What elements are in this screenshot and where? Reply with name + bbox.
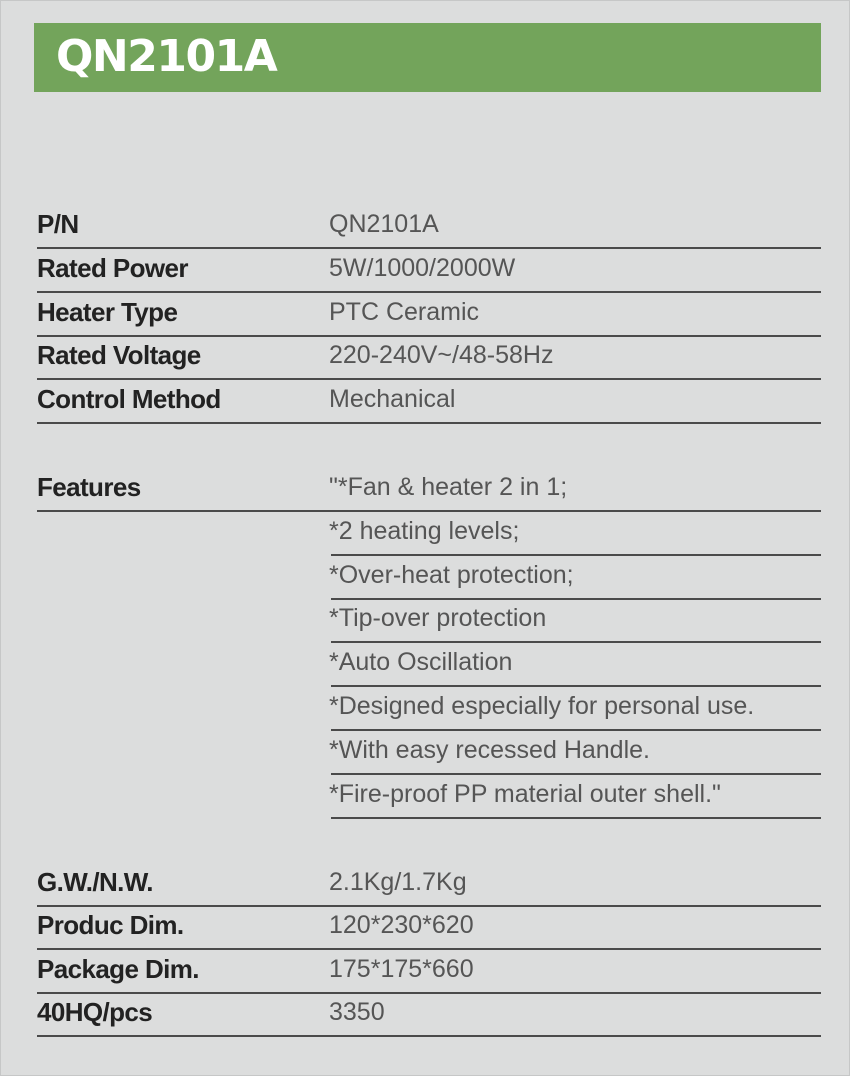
features-row — [37, 470, 821, 504]
spec-label: P/N — [37, 209, 79, 239]
row-divider — [37, 510, 821, 512]
row-divider — [37, 992, 821, 994]
spec-row-rated-power — [37, 251, 821, 285]
spec-value: 175*175*660 — [329, 955, 474, 983]
spec-row-container-qty — [37, 995, 821, 1029]
spec-value: 5W/1000/2000W — [329, 254, 516, 282]
feature-row — [331, 645, 821, 679]
features-label: Features — [37, 472, 141, 502]
spec-row-product-dim — [37, 908, 821, 942]
spec-row-weight — [37, 865, 821, 899]
spec-value: 3350 — [329, 998, 385, 1026]
row-divider — [37, 335, 821, 337]
feature-row — [331, 733, 821, 767]
spec-value: PTC Ceramic — [329, 298, 480, 326]
spec-label: Control Method — [37, 384, 221, 414]
row-divider — [331, 685, 821, 687]
feature-row — [331, 601, 821, 635]
spec-value: 220-240V~/48-58Hz — [329, 341, 554, 369]
feature-item: *Over-heat protection; — [329, 561, 574, 589]
row-divider — [331, 641, 821, 643]
row-divider — [331, 773, 821, 775]
row-divider — [37, 378, 821, 380]
row-divider — [37, 422, 821, 424]
row-divider — [331, 554, 821, 556]
row-divider — [331, 729, 821, 731]
feature-row — [331, 558, 821, 592]
spec-row-heater-type — [37, 295, 821, 329]
feature-item: *With easy recessed Handle. — [329, 736, 650, 764]
feature-item: *Tip-over protection — [329, 604, 547, 632]
feature-row — [331, 777, 821, 811]
spec-row-rated-voltage — [37, 338, 821, 372]
spec-label: Rated Power — [37, 253, 188, 283]
spec-row-control-method — [37, 382, 821, 416]
spec-value: Mechanical — [329, 385, 456, 413]
row-divider — [331, 817, 821, 819]
row-divider — [331, 598, 821, 600]
spec-label: Produc Dim. — [37, 910, 184, 940]
spec-label: Package Dim. — [37, 954, 199, 984]
feature-item: "*Fan & heater 2 in 1; — [329, 473, 568, 501]
row-divider — [37, 247, 821, 249]
spec-row-package-dim — [37, 952, 821, 986]
feature-item: *Designed especially for personal use. — [329, 692, 755, 720]
feature-item: *Auto Oscillation — [329, 648, 513, 676]
feature-item: *2 heating levels; — [329, 517, 520, 545]
row-divider — [37, 291, 821, 293]
model-title: QN2101A — [56, 31, 277, 82]
spec-label: Rated Voltage — [37, 340, 201, 370]
title-bar — [34, 23, 821, 92]
spec-value: 120*230*620 — [329, 911, 474, 939]
feature-row — [331, 514, 821, 548]
row-divider — [37, 1035, 821, 1037]
row-divider — [37, 948, 821, 950]
spec-row-pn — [37, 207, 821, 241]
spec-label: Heater Type — [37, 297, 178, 327]
row-divider — [37, 905, 821, 907]
spec-label: 40HQ/pcs — [37, 997, 153, 1027]
spec-value: QN2101A — [329, 210, 439, 238]
spec-label: G.W./N.W. — [37, 867, 153, 897]
spec-value: 2.1Kg/1.7Kg — [329, 868, 467, 896]
feature-row — [331, 689, 821, 723]
feature-item: *Fire-proof PP material outer shell." — [329, 780, 721, 808]
